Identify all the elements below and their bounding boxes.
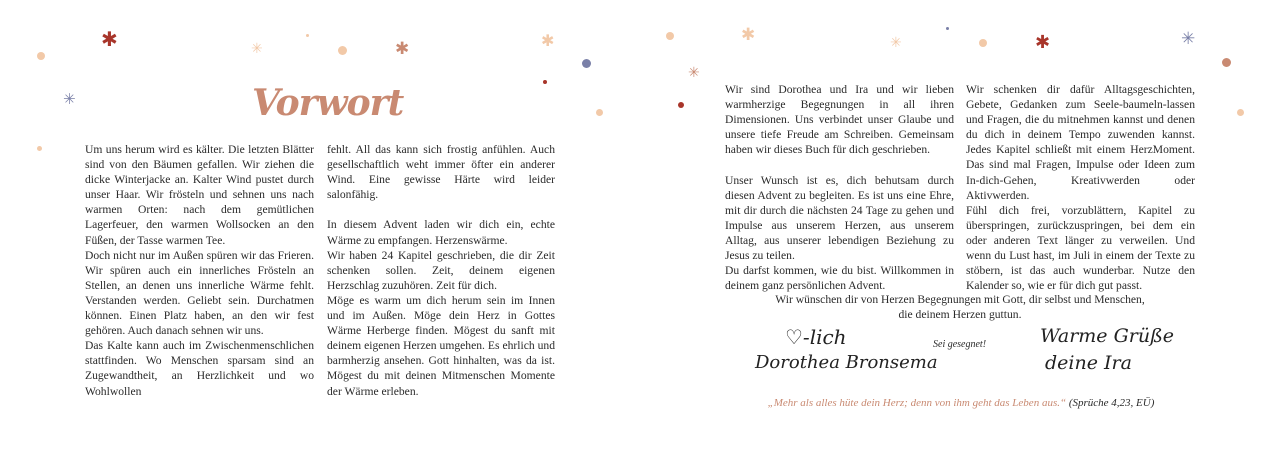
dot-icon — [37, 146, 42, 151]
blessing-text: Sei gesegnet! — [933, 339, 987, 350]
text-column-3 — [725, 82, 954, 293]
text-column-1 — [85, 142, 314, 399]
dot-icon — [946, 27, 949, 30]
paragraph: Wir sind Dorothea und Ira und wir lieben warmherzige Begegnungen in all ihren Dimensionen. Uns verbindet unser Glaube und unsere tiefe Freude am Schreiben. Gemeinsam haben wir dieses Buch für dich geschrieben. — [725, 83, 954, 157]
closing-text: Wir wünschen dir von Herzen Begegnungen mit Gott, dir selbst und Menschen, die deinem Herzen guttun. — [775, 293, 1145, 322]
dot-icon — [1237, 109, 1244, 116]
page-title: Vorwort — [252, 82, 404, 124]
dot-icon — [37, 52, 45, 60]
paragraph: Unser Wunsch ist es, dich behutsam durch diesen Advent zu begleiten. Es ist uns eine Ehre, mit dir durch die nächsten 24 Tage zu gehen und Impulse aus unserem Herzen, aus unserem Alltag, aus unserer lebendigen Beziehung zu Jesus zu teilen. — [725, 173, 954, 263]
signature-ira: deine Ira — [1045, 352, 1132, 374]
right-page — [640, 0, 1280, 451]
snowflake-icon: ✱ — [1035, 32, 1051, 53]
snowflake-icon: ✳ — [890, 35, 902, 51]
paragraph: Wir schenken dir dafür Alltagsgeschichten, Gebete, Gedanken zum Seele-baumeln-lassen und Fragen, die du mitnehmen kannst und denen du dich in deinem Tempo zuwenden kannst. Jedes Kapitel schließt mit einem HerzMoment. Das sind mal Fragen, Impulse oder Ideen zum In-dich-Gehen, Kreativwerden oder Aktivwerden. — [966, 83, 1195, 202]
quote-text: „Mehr als alles hüte dein Herz; denn von ihm geht das Leben aus.“ — [767, 397, 1067, 409]
signature-greeting-right: Warme Grüße — [1040, 325, 1175, 347]
snowflake-icon: ✱ — [541, 31, 555, 50]
text-column-2 — [327, 142, 555, 399]
snowflake-icon: ✳ — [63, 90, 76, 108]
snowflake-icon: ✳ — [688, 65, 700, 81]
dot-icon — [1222, 58, 1231, 67]
paragraph: Möge es warm um dich herum sein im Innen und im Außen. Möge dein Herz in Gottes Wärme Herberge finden. Mögest du sanft mit deinem eigenen Herzen umgehen. Es ehrlich und barmherzig ansehen. Gott hinhalten, was da ist. Mögest du mit deinen Mitmenschen Momente der Wärme erleben. — [327, 293, 555, 398]
dot-icon — [306, 34, 309, 37]
snowflake-icon: ✳ — [251, 41, 263, 57]
signature-dorothea: Dorothea Bronsema — [755, 352, 938, 373]
quote-reference: (Sprüche 4,23, EÜ) — [1068, 397, 1155, 409]
dot-icon — [596, 109, 603, 116]
snowflake-icon: ✱ — [741, 25, 756, 45]
paragraph: Wir haben 24 Kapitel geschrieben, die dir Zeit schenken sollen. Zeit, deinem eigenen Herzschlag zuzuhören. Zeit für dich. — [327, 248, 555, 292]
dot-icon — [678, 102, 684, 108]
dot-icon — [666, 32, 674, 40]
bible-quote — [751, 397, 1171, 409]
dot-icon — [338, 46, 347, 55]
paragraph: Um uns herum wird es kälter. Die letzten Blätter sind von den Bäumen gefallen. Wir ziehen die dicke Winterjacke an. Kalter Wind pustet durch unser Haar. Wir frösteln und sehnen uns nach warmen Orten: nach dem gemütlichen Lagerfeuer, den warmen Wollsocken an den Füßen, der Tasse warmen Tee. — [85, 143, 314, 247]
signature-greeting-left: ♡-lich — [785, 325, 847, 349]
snowflake-icon: ✱ — [101, 27, 118, 51]
paragraph: Du darfst kommen, wie du bist. Willkommen in deinem ganz persönlichen Advent. — [725, 264, 954, 293]
snowflake-icon: ✱ — [395, 39, 410, 59]
dot-icon — [582, 59, 591, 68]
paragraph: In diesem Advent laden wir dich ein, echte Wärme zu empfangen. Herzenswärme. — [327, 218, 555, 247]
paragraph: Doch nicht nur im Außen spüren wir das Frieren. Wir spüren auch ein innerliches Frösteln an Stellen, an denen uns innerliche Wärme fehlt. Verstanden werden. Geliebt sein. Durchatmen können. Einen Platz haben, an den wir fest gehören. Auch danach sehnen wir uns. — [85, 248, 314, 338]
dot-icon — [979, 39, 987, 47]
paragraph: fehlt. All das kann sich frostig anfühlen. Auch gesellschaftlich weht immer öfter ein anderer Wind. Eine gewisse Härte wird leider salonfähig. — [327, 143, 555, 202]
text-column-4 — [966, 82, 1195, 293]
paragraph: Fühl dich frei, vorzublättern, Kapitel zu überspringen, zurückzuspringen, bei dem ein oder anderen Text länger zu verweilen. Und wenn du Lust hast, im Juli in einem der Texte zu stöbern, ist das auch wunderbar. Nutze den Kalender so, wie er für dich gut passt. — [966, 203, 1195, 293]
dot-icon — [543, 80, 547, 84]
snowflake-icon: ✳ — [1181, 29, 1196, 49]
paragraph: Das Kalte kann auch im Zwischenmenschlichen stattfinden. Wo Menschen sparsam sind an Zugewandtheit, an Herzlichkeit und wo Wohlwollen — [85, 339, 314, 398]
